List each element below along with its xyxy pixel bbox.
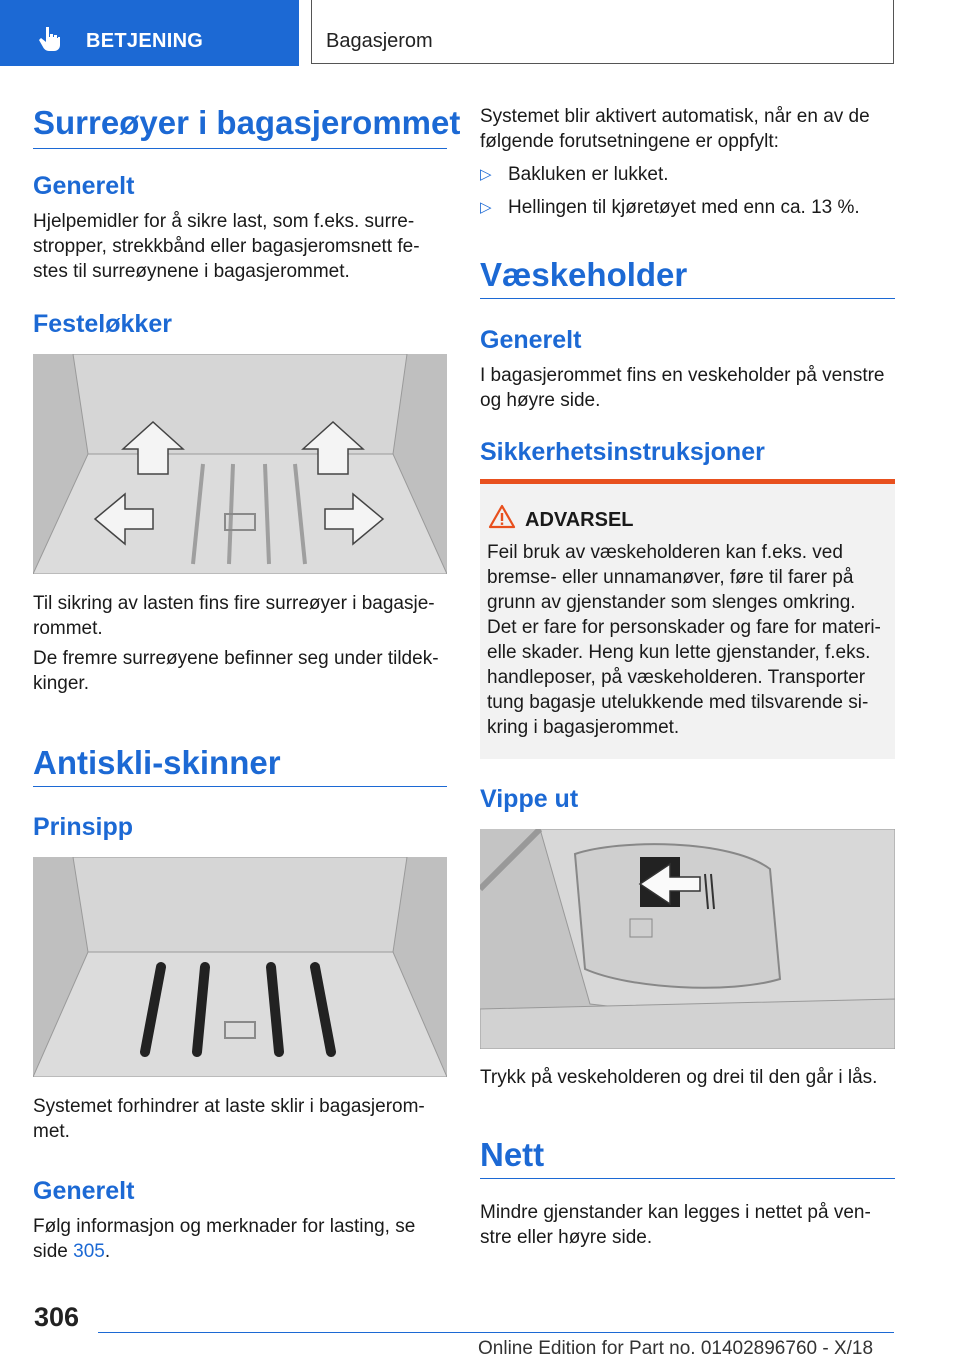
warning-text: Feil bruk av væskeholderen kan f.eks. ved bremse- eller unnamanøver, føre til farer på grunn av gjenstander som slenges omkring. Det er fare for personskader og fare for materi- elle skader. Heng kun lette gjenstander, f.eks. handleposer, på væskeholderen. Transporter tung bagasje utelukkende med tilsvarende si- kring i bagasjerommet.: [487, 542, 881, 738]
nett-text: Mindre gjenstander kan legges i nettet på ven- stre eller høyre side.: [480, 1202, 871, 1248]
nett-rule: [480, 1178, 895, 1179]
beverage-holder-illustration: [480, 829, 895, 1049]
antiskli-rule: [33, 786, 447, 787]
title-rule: [33, 148, 447, 149]
page-title: Surreøyer i bagasjerommet: [33, 104, 461, 141]
antiskli-title: Antiskli-skinner: [33, 744, 281, 781]
edition-footer: Online Edition for Part no. 01402896760 - X/18: [478, 1338, 874, 1359]
lashing-eyes-illustration: [33, 354, 447, 574]
section-title: Bagasjerom: [326, 30, 433, 52]
warning-title: ADVARSEL: [525, 509, 634, 531]
heading-prinsipp: Prinsipp: [33, 813, 134, 841]
vippe-text: Trykk på veskeholderen og drei til den går i lås.: [480, 1067, 878, 1088]
chapter-label: BETJENING: [86, 30, 204, 52]
prinsipp-text: Systemet forhindrer at laste sklir i bagasjerom- met.: [33, 1096, 425, 1142]
heading-vippe-ut: Vippe ut: [480, 785, 579, 813]
festelokker-text1: Til sikring av lasten fins fire surreøyer i bagasje- rommet.: [33, 593, 435, 639]
warning-triangle-icon: [488, 504, 516, 530]
heading-generelt-right: Generelt: [480, 326, 582, 354]
generelt-right-text: I bagasjerommet fins en veskeholder på venstre og høyre side.: [480, 365, 885, 411]
bullet-triangle-icon: ▷: [480, 199, 492, 216]
system-intro-text: Systemet blir aktivert automatisk, når en av de følgende forutsetningene er oppfylt:: [480, 106, 870, 152]
heading-generelt: Generelt: [33, 172, 135, 200]
heading-sikkerhet: Sikkerhetsinstruksjoner: [480, 438, 765, 466]
generelt-text: Hjelpemidler for å sikre last, som f.eks. surre- stropper, strekkbånd eller bagasjeromsnett fe- stes til surreøynene i bagasjerommet.: [33, 211, 420, 282]
chapter-tab[interactable]: [0, 0, 299, 66]
generelt2-text: Følg informasjon og merknader for lasting, se side 305.: [33, 1216, 416, 1262]
bullet-triangle-icon: ▷: [480, 166, 492, 183]
festelokker-text2: De fremre surreøyene befinner seg under tildek- kinger.: [33, 648, 439, 694]
footer-rule: [98, 1332, 894, 1333]
heading-generelt-2: Generelt: [33, 1177, 135, 1205]
heading-festelokker: Festeløkker: [33, 310, 172, 338]
anti-slip-rails-illustration: [33, 857, 447, 1077]
vaeskeholder-title: Væskeholder: [480, 256, 688, 293]
nett-title: Nett: [480, 1136, 545, 1173]
page-link-305[interactable]: 305: [73, 1241, 105, 1262]
vaeskeholder-rule: [480, 298, 895, 299]
page-number: 306: [34, 1302, 80, 1332]
hand-pointer-icon: [36, 24, 64, 52]
